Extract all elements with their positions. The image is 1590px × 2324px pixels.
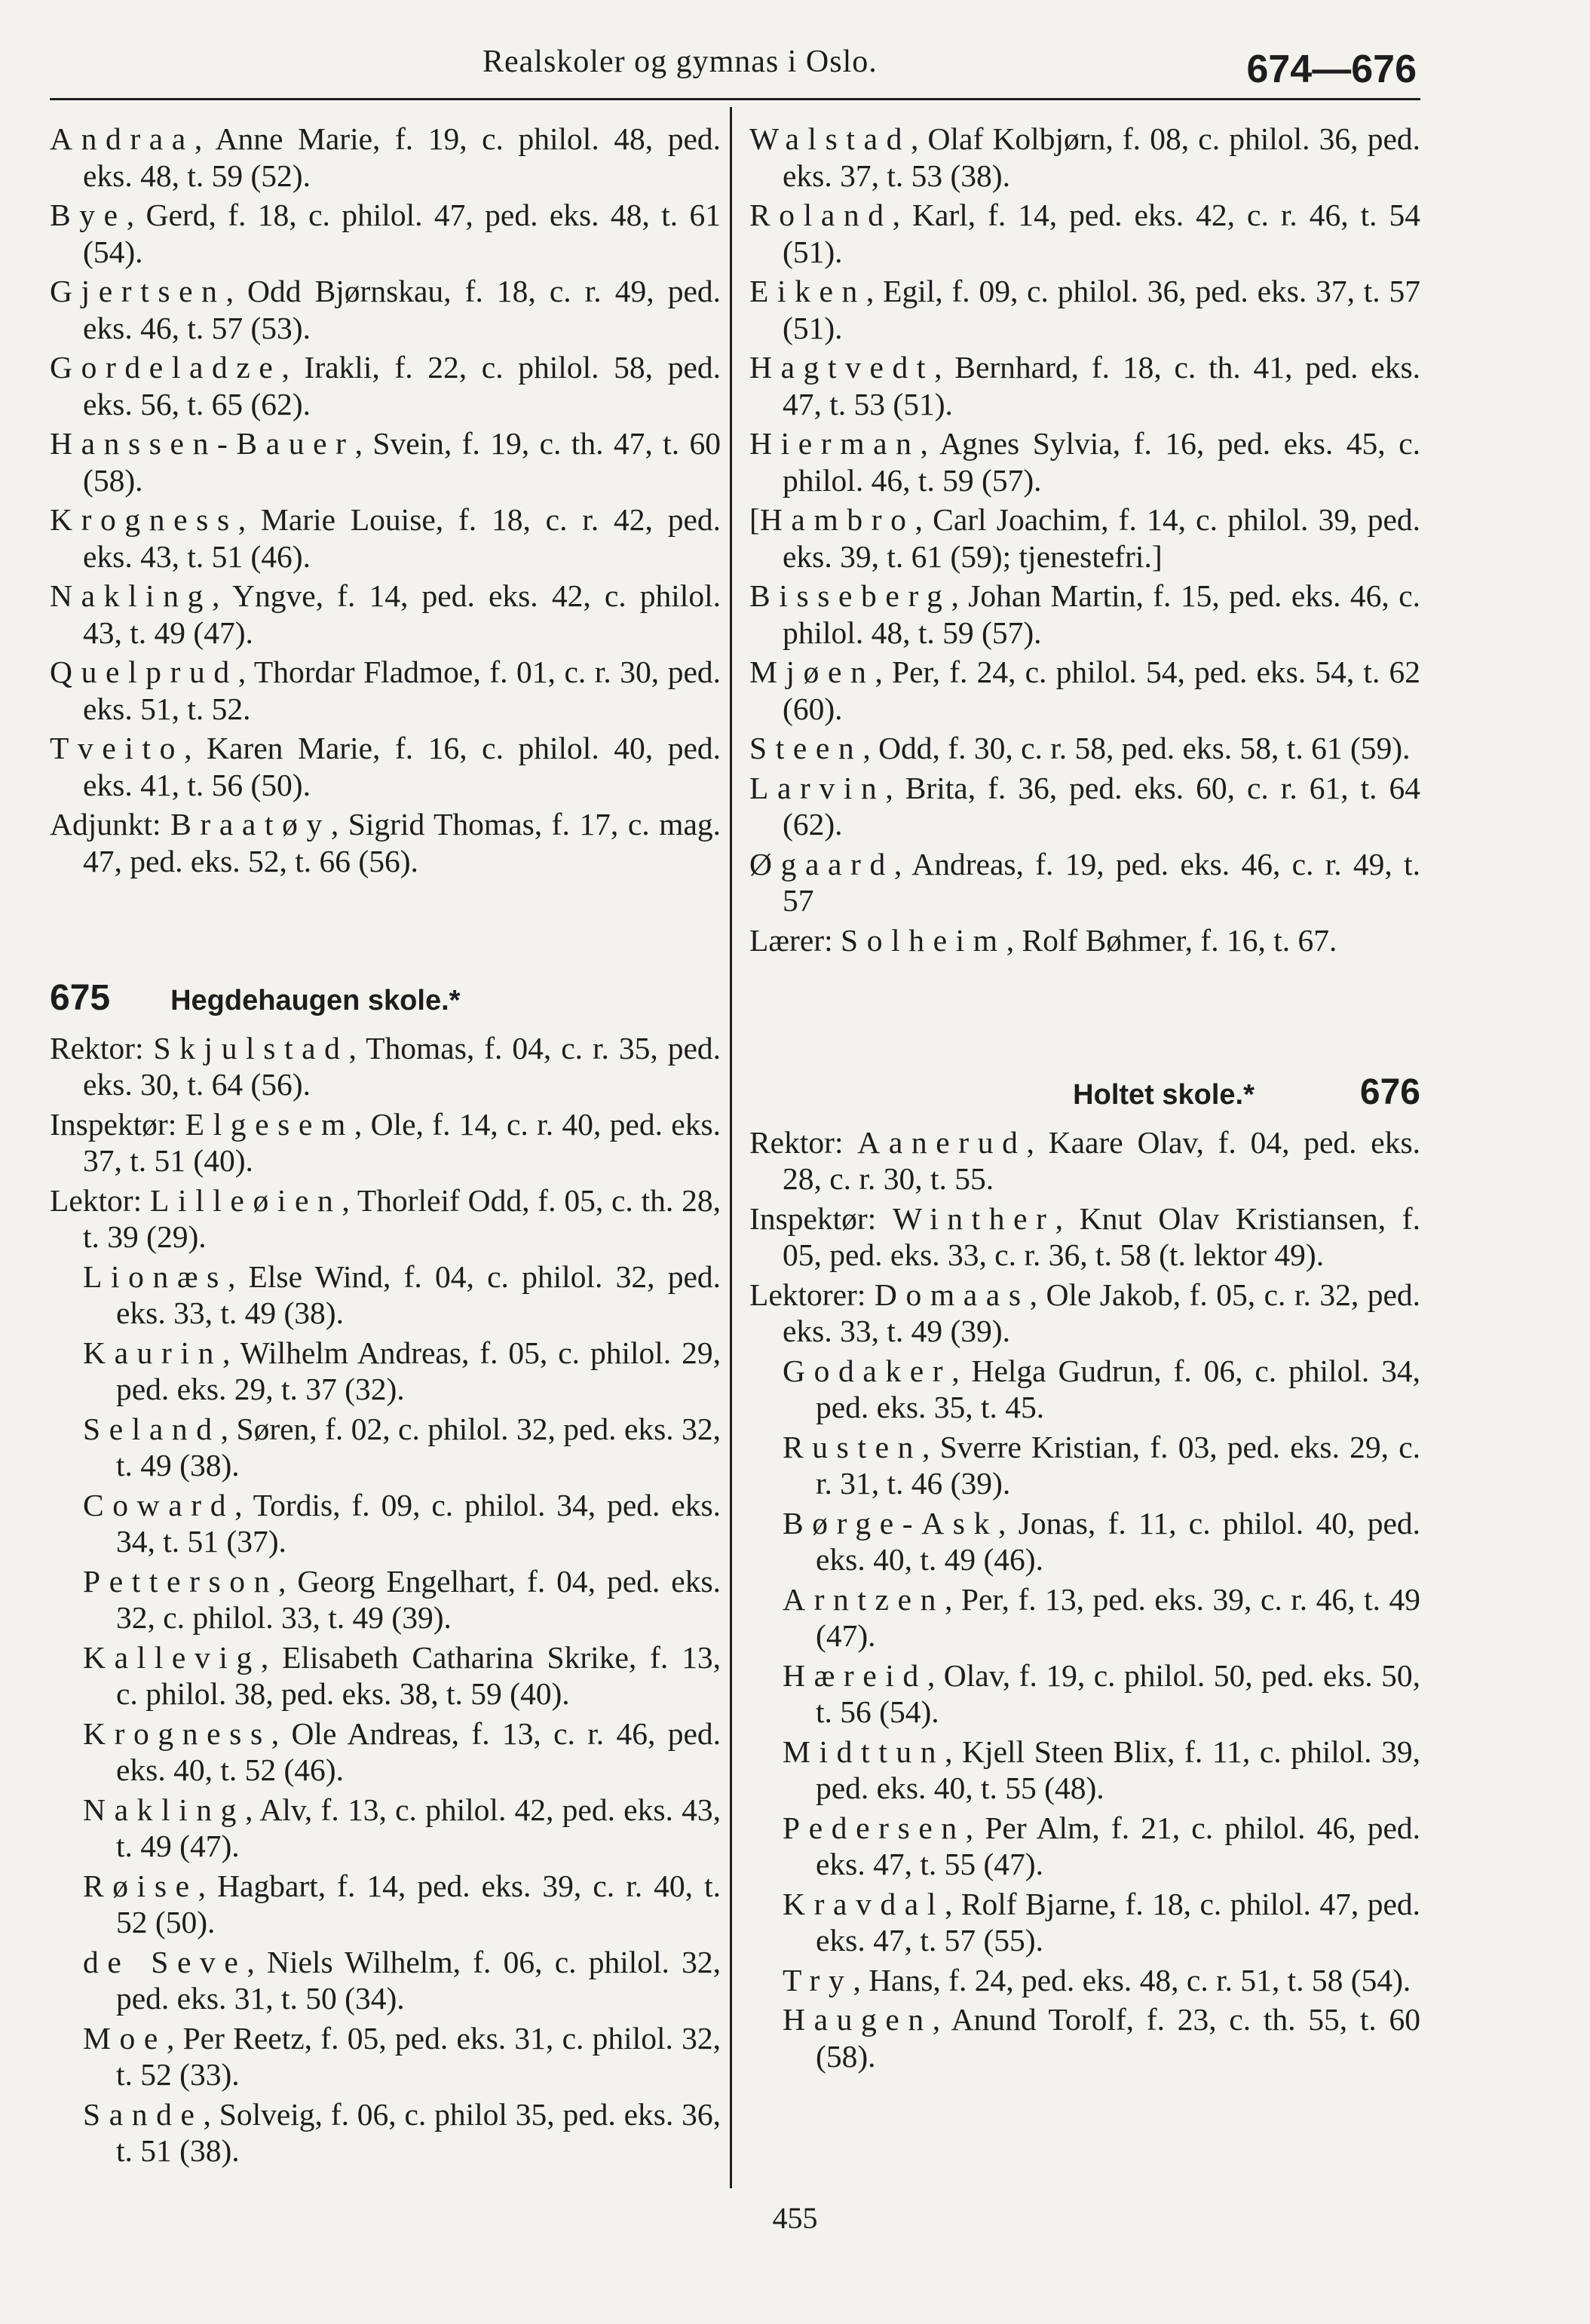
directory-entry xyxy=(749,1505,1420,1578)
entry-role: Adjunkt: xyxy=(50,807,171,842)
section-heading-675 xyxy=(50,980,721,1019)
left-entries xyxy=(50,121,721,879)
directory-entry xyxy=(749,349,1420,422)
entry-details: , Olav, f. 19, c. philol. 50, ped. eks. 50, t. 56 (54). xyxy=(816,1657,1420,1729)
entry-role: [ xyxy=(749,502,760,537)
entry-surname: Gordeladze xyxy=(50,350,282,385)
entry-details: , Wilhelm Andreas, f. 05, c. philol. 29, ped. eks. 29, t. 37 (32). xyxy=(116,1335,721,1406)
directory-entry xyxy=(749,121,1420,194)
entry-details: , Brita, f. 36, ped. eks. 60, c. r. 61, t. 64 (62). xyxy=(783,770,1420,842)
entry-surname: Sande xyxy=(83,2096,204,2132)
entry-surname: Walstad xyxy=(749,121,911,156)
entry-role: Lektor: xyxy=(50,1182,150,1218)
directory-entry xyxy=(50,197,721,270)
directory-entry xyxy=(749,1277,1420,1350)
entry-details: , Kaare Olav, f. 04, ped. eks. 28, c. r. 30, t. 55. xyxy=(783,1124,1420,1196)
entry-details: , Tordis, f. 09, c. philol. 34, ped. eks. 34, t. 51 (37). xyxy=(116,1487,721,1559)
entry-details: , Carl Joachim, f. 14, c. philol. 39, ped. eks. 39, t. 61 (59); tjenestefri.] xyxy=(783,502,1420,574)
entry-role: Lærer: xyxy=(749,922,841,958)
entry-surname: Kaurin xyxy=(83,1335,222,1370)
directory-entry xyxy=(50,501,721,575)
entry-surname: Hanssen-Bauer xyxy=(50,426,355,461)
directory-entry xyxy=(50,1944,721,2017)
directory-entry xyxy=(50,654,721,727)
entry-surname: Godaker xyxy=(783,1353,952,1388)
entry-role: Inspektør: xyxy=(50,1106,185,1142)
entry-surname: Nakling xyxy=(50,578,213,613)
entry-details: , Helga Gudrun, f. 06, c. philol. 34, ped. eks. 35, t. 45. xyxy=(816,1353,1420,1424)
directory-entry xyxy=(50,1715,721,1789)
entry-surname: Moe xyxy=(83,2020,167,2056)
entry-surname: Gjertsen xyxy=(50,274,226,308)
directory-entry xyxy=(749,425,1420,498)
directory-entry xyxy=(50,1335,721,1408)
entry-surname: de Seve xyxy=(83,1944,247,1979)
running-header-page-range: 674—676 xyxy=(1246,48,1417,91)
entry-surname: Krogness xyxy=(83,1715,271,1751)
entry-details: , Karl, f. 14, ped. eks. 42, c. r. 46, t. 54 (51). xyxy=(783,198,1420,269)
entry-details: , Karen Marie, f. 16, c. philol. 40, ped. eks. 41, t. 56 (50). xyxy=(83,731,721,802)
entry-surname: Tveito xyxy=(50,731,185,765)
section-title: Holtet skole.* xyxy=(1073,1079,1255,1111)
entry-details: , Niels Wilhelm, f. 06, c. philol. 32, ped. eks. 31, t. 50 (34). xyxy=(116,1944,721,2016)
directory-entry xyxy=(749,1886,1420,1959)
directory-entry xyxy=(50,349,721,422)
entry-surname: Try xyxy=(783,1962,853,1997)
entry-role: Lektorer: xyxy=(749,1277,875,1312)
entry-details: , Odd Bjørnskau, f. 18, c. r. 49, ped. eks. 46, t. 57 (53). xyxy=(83,274,721,345)
directory-entry xyxy=(50,578,721,651)
entry-surname: Hæreid xyxy=(783,1657,927,1693)
directory-entry xyxy=(749,1810,1420,1883)
entry-details: , Rolf Bjarne, f. 18, c. philol. 47, ped. eks. 47, t. 57 (55). xyxy=(816,1886,1420,1958)
entry-details: , Egil, f. 09, c. philol. 36, ped. eks. 37, t. 57 (51). xyxy=(783,274,1420,345)
entry-details: , Anund Torolf, f. 23, c. th. 55, t. 60 (58). xyxy=(816,2002,1420,2074)
entry-details: , Søren, f. 02, c. philol. 32, ped. eks. 32, t. 49 (38). xyxy=(116,1411,721,1482)
entry-surname: Lilleøien xyxy=(149,1182,342,1218)
entry-surname: Quelprud xyxy=(50,655,238,689)
directory-entry xyxy=(749,1124,1420,1197)
entry-details: , Jonas, f. 11, c. philol. 40, ped. eks. 40, t. 49 (46). xyxy=(816,1505,1420,1577)
entry-surname: Haugen xyxy=(783,2002,933,2037)
entry-surname: Øgaard xyxy=(749,846,894,881)
entry-surname: Domaas xyxy=(874,1277,1030,1312)
entry-details: , Rolf Bøhmer, f. 16, t. 67. xyxy=(1006,922,1337,958)
entry-details: , Hans, f. 24, ped. eks. 48, c. r. 51, t. 58 (54). xyxy=(853,1962,1411,1997)
entry-details: , Anne Marie, f. 19, c. philol. 48, ped. eks. 48, t. 59 (52). xyxy=(83,121,721,193)
entry-surname: Winther xyxy=(892,1200,1055,1236)
directory-entry xyxy=(50,1563,721,1636)
entry-surname: Hambro xyxy=(759,502,915,537)
entry-surname: Kravdal xyxy=(783,1886,945,1921)
entry-surname: Kallevig xyxy=(83,1639,261,1675)
entry-details: , Solveig, f. 06, c. philol 35, ped. eks. 36, t. 51 (38). xyxy=(116,2096,721,2168)
right-column xyxy=(749,121,1420,2077)
directory-entry xyxy=(749,1200,1420,1274)
entry-details: , Odd, f. 30, c. r. 58, ped. eks. 58, t. 61 (59). xyxy=(862,731,1411,765)
entry-surname: Hierman xyxy=(749,426,921,461)
entry-details: , Per Reetz, f. 05, ped. eks. 31, c. philol. 32, t. 52 (33). xyxy=(116,2020,721,2092)
directory-entry xyxy=(50,806,721,879)
directory-entry xyxy=(50,1030,721,1103)
entry-surname: Aanerud xyxy=(857,1124,1027,1160)
entry-details: , Thomas, f. 04, c. r. 35, ped. eks. 30, t. 64 (56). xyxy=(83,1030,721,1102)
entry-details: , Johan Martin, f. 15, ped. eks. 46, c. philol. 48, t. 59 (57). xyxy=(783,578,1420,650)
directory-entry xyxy=(749,770,1420,843)
entry-details: , Svein, f. 19, c. th. 47, t. 60 (58). xyxy=(83,426,721,498)
section-676-entries xyxy=(749,1124,1420,2075)
entry-details: , Gerd, f. 18, c. philol. 47, ped. eks. 48, t. 61 (54). xyxy=(83,198,721,269)
directory-entry xyxy=(50,273,721,346)
directory-entry xyxy=(50,425,721,498)
section-title: Hegdehaugen skole.* xyxy=(170,985,461,1016)
entry-surname: Petterson xyxy=(83,1563,279,1599)
entry-surname: Midttun xyxy=(783,1734,945,1769)
entry-surname: Roland xyxy=(749,198,893,232)
directory-entry xyxy=(749,1734,1420,1807)
section-675-entries xyxy=(50,1030,721,2169)
directory-entry xyxy=(50,1106,721,1179)
entry-surname: Bye xyxy=(50,198,127,232)
entry-surname: Skjulstad xyxy=(153,1030,349,1065)
directory-entry xyxy=(50,730,721,803)
section-number: 676 xyxy=(1359,1072,1420,1112)
entry-surname: Eiken xyxy=(749,274,866,308)
entry-details: , Per, f. 13, ped. eks. 39, c. r. 46, t. 49 (47). xyxy=(816,1581,1420,1653)
header-rule xyxy=(50,98,1420,100)
left-column xyxy=(50,121,721,2172)
entry-details: , Irakli, f. 22, c. philol. 58, ped. eks. 56, t. 65 (62). xyxy=(83,350,721,422)
section-spacer xyxy=(749,961,1420,1075)
entry-surname: Solheim xyxy=(841,922,1006,958)
entry-details: , Thorleif Odd, f. 05, c. th. 28, t. 39 (29). xyxy=(83,1182,721,1254)
directory-entry xyxy=(749,1581,1420,1654)
directory-entry xyxy=(50,1639,721,1712)
entry-details: , Knut Olav Kristiansen, f. 05, ped. eks. 33, c. r. 36, t. 58 (t. lektor 49). xyxy=(783,1200,1420,1272)
directory-entry xyxy=(50,1259,721,1332)
directory-entry xyxy=(749,846,1420,919)
directory-entry xyxy=(749,273,1420,346)
entry-details: , Elisabeth Catharina Skrike, f. 13, c. philol. 38, ped. eks. 38, t. 59 (40). xyxy=(116,1639,721,1711)
directory-entry xyxy=(749,1353,1420,1426)
entry-surname: Børge-Ask xyxy=(783,1505,998,1541)
directory-entry xyxy=(749,2001,1420,2074)
entry-details: , Andreas, f. 19, ped. eks. 46, c. r. 49, t. 57 xyxy=(783,846,1420,918)
entry-details: , Yngve, f. 14, ped. eks. 42, c. philol. 43, t. 49 (47). xyxy=(83,578,721,650)
entry-surname: Arntzen xyxy=(783,1581,945,1617)
entry-surname: Nakling xyxy=(83,1792,246,1827)
entry-details: , Agnes Sylvia, f. 16, ped. eks. 45, c. philol. 46, t. 59 (57). xyxy=(783,426,1420,498)
entry-surname: Bisseberg xyxy=(749,578,951,613)
entry-surname: Røise xyxy=(83,1868,198,1903)
section-number: 675 xyxy=(50,978,111,1018)
entry-details: , Marie Louise, f. 18, c. r. 42, ped. eks. 43, t. 51 (46). xyxy=(83,502,721,574)
section-spacer xyxy=(50,882,721,980)
entry-surname: Braatøy xyxy=(170,807,331,842)
directory-entry xyxy=(749,1429,1420,1502)
entry-role: Inspektør: xyxy=(749,1200,893,1236)
entry-surname: Hagtvedt xyxy=(749,350,935,385)
entry-details: , Olaf Kolbjørn, f. 08, c. philol. 36, ped. eks. 37, t. 53 (38). xyxy=(783,121,1420,193)
directory-entry xyxy=(50,121,721,194)
entry-details: , Kjell Steen Blix, f. 11, c. philol. 39, ped. eks. 40, t. 55 (48). xyxy=(816,1734,1420,1805)
entry-surname: Andraa xyxy=(50,121,195,156)
entry-details: , Sverre Kristian, f. 03, ped. eks. 29, c. r. 31, t. 46 (39). xyxy=(816,1429,1420,1501)
directory-entry xyxy=(749,197,1420,270)
entry-role: Rektor: xyxy=(749,1124,858,1160)
page-number: 455 xyxy=(772,2201,818,2235)
section-heading-676 xyxy=(749,1072,1420,1114)
entry-surname: Rusten xyxy=(783,1429,922,1464)
entry-role: Rektor: xyxy=(50,1030,154,1065)
entry-details: , Alv, f. 13, c. philol. 42, ped. eks. 43, t. 49 (47). xyxy=(116,1792,721,1863)
entry-surname: Mjøen xyxy=(749,655,875,689)
entry-surname: Krogness xyxy=(50,502,238,537)
directory-entry xyxy=(50,1411,721,1484)
directory-entry xyxy=(749,501,1420,575)
directory-entry xyxy=(50,2020,721,2093)
entry-surname: Larvin xyxy=(749,770,886,805)
entry-details: , Ole Jakob, f. 05, c. r. 32, ped. eks. 33, t. 49 (39). xyxy=(783,1277,1420,1348)
directory-entry xyxy=(50,2096,721,2169)
entry-details: , Per Alm, f. 21, c. philol. 46, ped. eks. 47, t. 55 (47). xyxy=(816,1810,1420,1881)
entry-surname: Coward xyxy=(83,1487,235,1522)
directory-entry xyxy=(749,1657,1420,1731)
directory-entry xyxy=(50,1868,721,1941)
entry-details: , Bernhard, f. 18, c. th. 41, ped. eks. 47, t. 53 (51). xyxy=(783,350,1420,422)
entry-details: , Ole Andreas, f. 13, c. r. 46, ped. eks. 40, t. 52 (46). xyxy=(116,1715,721,1787)
directory-entry xyxy=(50,1792,721,1865)
entry-details: , Hagbart, f. 14, ped. eks. 39, c. r. 40, t. 52 (50). xyxy=(116,1868,721,1939)
directory-entry xyxy=(50,1487,721,1560)
right-entries xyxy=(749,121,1420,958)
directory-entry xyxy=(749,1962,1420,1999)
entry-surname: Pedersen xyxy=(783,1810,966,1845)
entry-surname: Seland xyxy=(83,1411,221,1446)
running-header-title: Realskoler og gymnas i Oslo. xyxy=(483,44,878,79)
directory-entry xyxy=(50,1182,721,1256)
directory-entry xyxy=(749,654,1420,727)
directory-entry xyxy=(749,730,1420,767)
entry-surname: Steen xyxy=(749,731,863,765)
entry-details: , Per, f. 24, c. philol. 54, ped. eks. 54, t. 62 (60). xyxy=(783,655,1420,726)
directory-entry xyxy=(749,922,1420,959)
entry-surname: Lionæs xyxy=(83,1259,228,1294)
entry-details: , Sigrid Thomas, f. 17, c. mag. 47, ped. eks. 52, t. 66 (56). xyxy=(83,807,721,878)
entry-details: , Thordar Fladmoe, f. 01, c. r. 30, ped. eks. 51, t. 52. xyxy=(83,655,721,726)
column-divider xyxy=(730,107,732,2188)
entry-details: , Ole, f. 14, c. r. 40, ped. eks. 37, t. 51 (40). xyxy=(83,1106,721,1178)
directory-entry xyxy=(749,578,1420,651)
entry-surname: Elgesem xyxy=(185,1106,354,1142)
entry-details: , Georg Engelhart, f. 04, ped. eks. 32, c. philol. 33, t. 49 (39). xyxy=(116,1563,721,1635)
entry-details: , Else Wind, f. 04, c. philol. 32, ped. eks. 33, t. 49 (38). xyxy=(116,1259,721,1330)
